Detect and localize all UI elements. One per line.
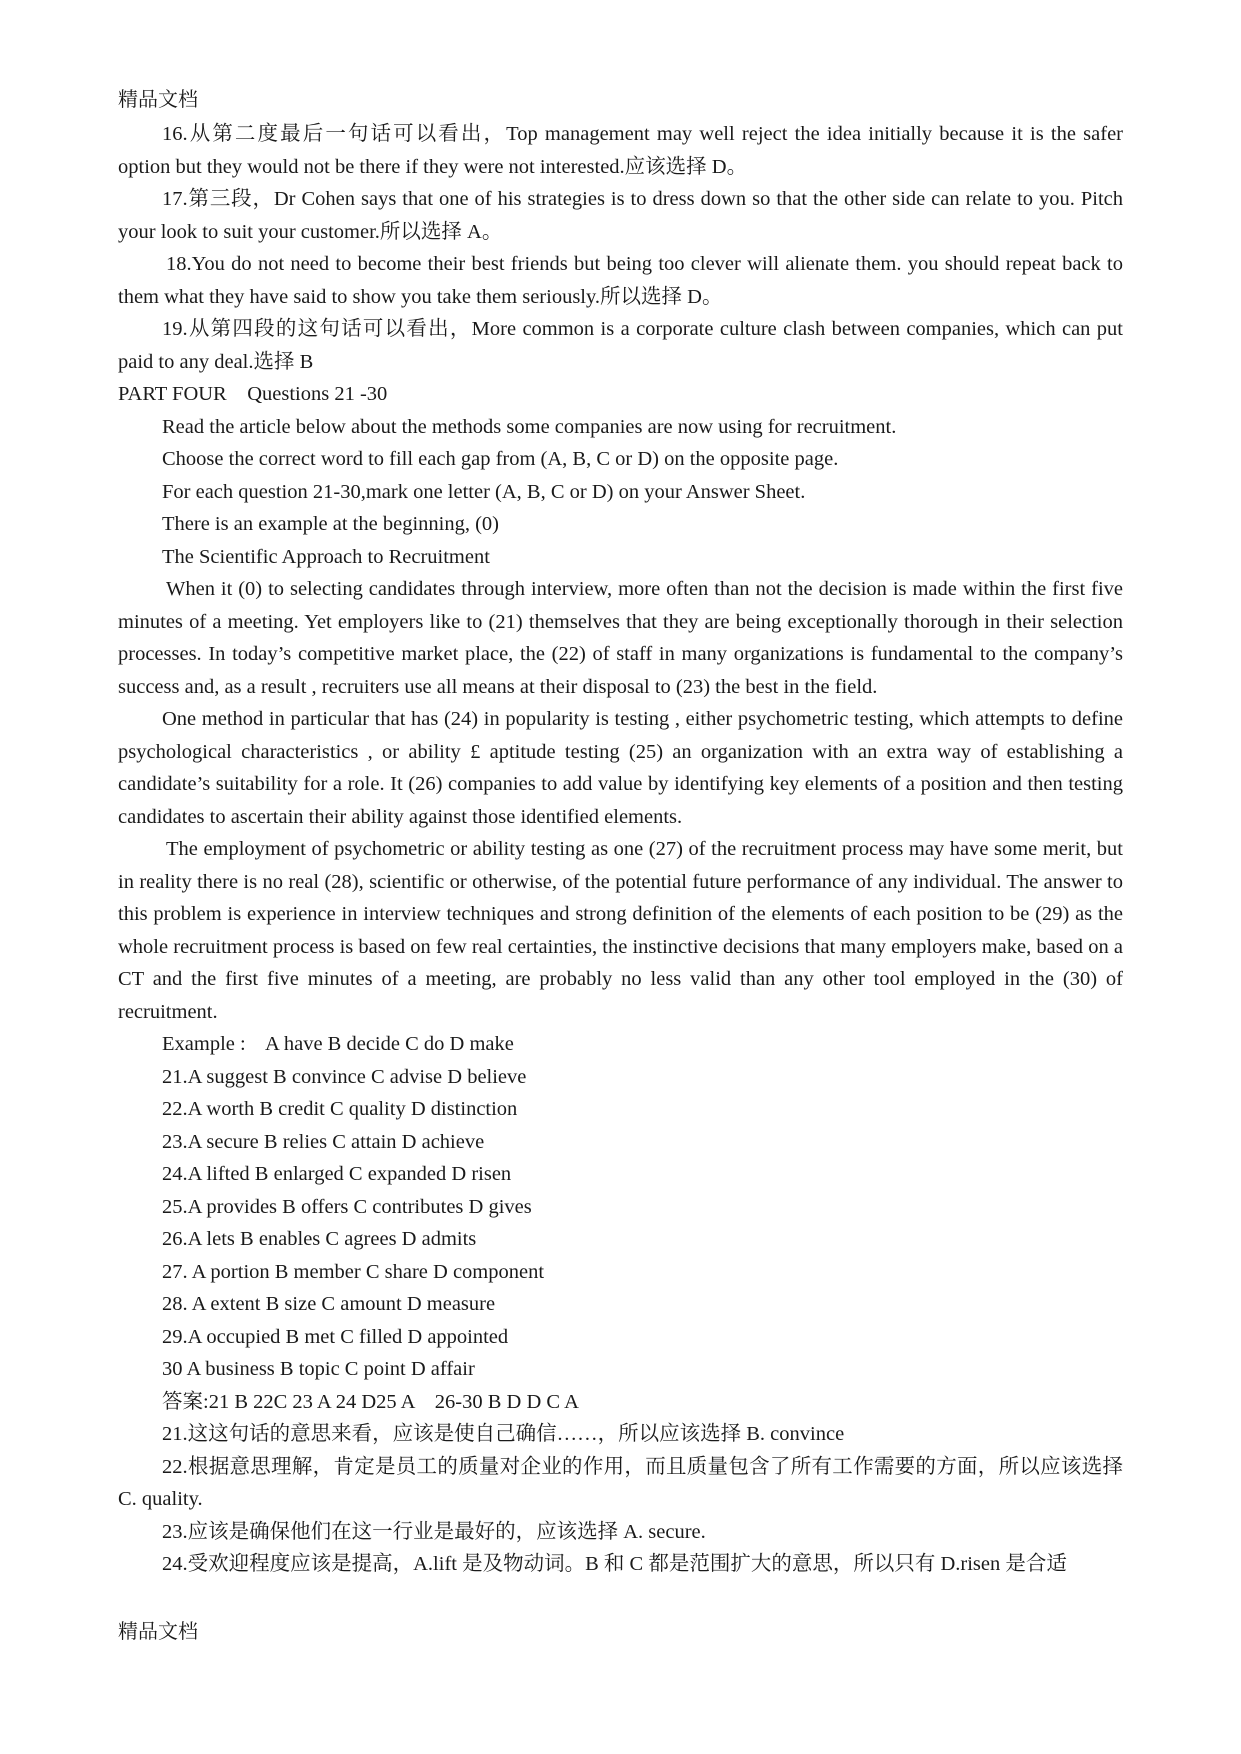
question-options: 21.A suggest B convince C advise D believe (162, 1065, 527, 1088)
paragraph: 18.You do not need to become their best friends but being too clever will alienate them. you should repeat back to them what they have said to show you take them seriously.所以选择 D。 (118, 253, 1123, 308)
paragraph: 19.从第四段的这句话可以看出，More common is a corporate culture clash between companies, which can put paid to any deal.选择 B (118, 318, 1123, 373)
explanation: 23.应该是确保他们在这一行业是最好的，应该选择 A. secure. (162, 1520, 706, 1543)
explanation: 22.根据意思理解，肯定是员工的质量对企业的作用，而且质量包含了所有工作需要的方面，所以应该选择 C. quality. (118, 1455, 1123, 1510)
question-options: 23.A secure B relies C attain D achieve (162, 1130, 485, 1153)
article-paragraph: One method in particular that has (24) in popularity is testing , either psychometric testing, which attempts to define psychological characteristics , or ability £ aptitude testing (25) an organization with an extra way of establishing a candidate’s suitability for a role. It (26) companies to add value by identifying key elements of a position and then testing candidates to ascertain their ability against those identified elements. (118, 708, 1123, 828)
article-paragraph: The employment of psychometric or ability testing as one (27) of the recruitment process may have some merit, but in reality there is no real (28), scientific or otherwise, of the potential future performance of any individual. The answer to this problem is experience in interview techniques and strong definition of the elements of each position to be (29) as the whole recruitment process is based on few real certainties, the instinctive decisions that many employers make, based on a CT and the first five minutes of a meeting, are probably no less valid than any other tool employed in the (30) of recruitment. (118, 838, 1123, 1023)
question-options: 24.A lifted B enlarged C expanded D risen (162, 1163, 512, 1185)
page-footer: 精品文档 (118, 1621, 198, 1643)
answer-key: 答案:21 B 22C 23 A 24 D25 A 26-30 B D D C A (162, 1390, 579, 1413)
instruction-line: There is an example at the beginning, (0) (162, 513, 499, 535)
explanation: 21.这这句话的意思来看，应该是使自己确信……，所以应该选择 B. convince (162, 1423, 845, 1445)
question-options: 27. A portion B member C share D component (162, 1260, 545, 1283)
paragraph: 17.第三段，Dr Cohen says that one of his strategies is to dress down so that the other side can relate to you. Pitch your look to suit your customer.所以选择 A。 (118, 188, 1123, 243)
question-options: 29.A occupied B met C filled D appointed (162, 1325, 509, 1348)
instruction-line: For each question 21-30,mark one letter (A, B, C or D) on your Answer Sheet. (162, 480, 806, 503)
question-options: 25.A provides B offers C contributes D gives (162, 1195, 532, 1218)
article-paragraph: When it (0) to selecting candidates through interview, more often than not the decision is made within the first five minutes of a meeting. Yet employers like to (21) themselves that they are being exceptionally thorough in their selection processes. In today’s competitive market place, the (22) of staff in many organizations is fundamental to the company’s success and, as a result , recruiters use all means at their disposal to (23) the best in the field. (118, 578, 1123, 698)
paragraph: 16.从第二度最后一句话可以看出，Top management may well reject the idea initially because it is the safer option but they would not be there if they were not interested.应该选择 D。 (118, 123, 1123, 178)
article-title: The Scientific Approach to Recruitment (162, 545, 490, 568)
instruction-line: Choose the correct word to fill each gap from (A, B, C or D) on the opposite page. (162, 448, 839, 470)
document-body (118, 118, 1123, 1581)
section-heading: PART FOUR Questions 21 -30 (118, 383, 388, 405)
question-options: 30 A business B topic C point D affair (162, 1358, 475, 1380)
question-options: 28. A extent B size C amount D measure (162, 1293, 496, 1315)
example-line: Example : A have B decide C do D make (162, 1033, 514, 1055)
question-options: 22.A worth B credit C quality D distinction (162, 1098, 518, 1120)
question-options: 26.A lets B enables C agrees D admits (162, 1228, 477, 1250)
explanation: 24.受欢迎程度应该是提高，A.lift 是及物动词。B 和 C 都是范围扩大的意思，所以只有 D.risen 是合适 (162, 1553, 1067, 1575)
page-header: 精品文档 (118, 89, 198, 111)
instruction-line: Read the article below about the methods some companies are now using for recruitment. (162, 415, 897, 438)
